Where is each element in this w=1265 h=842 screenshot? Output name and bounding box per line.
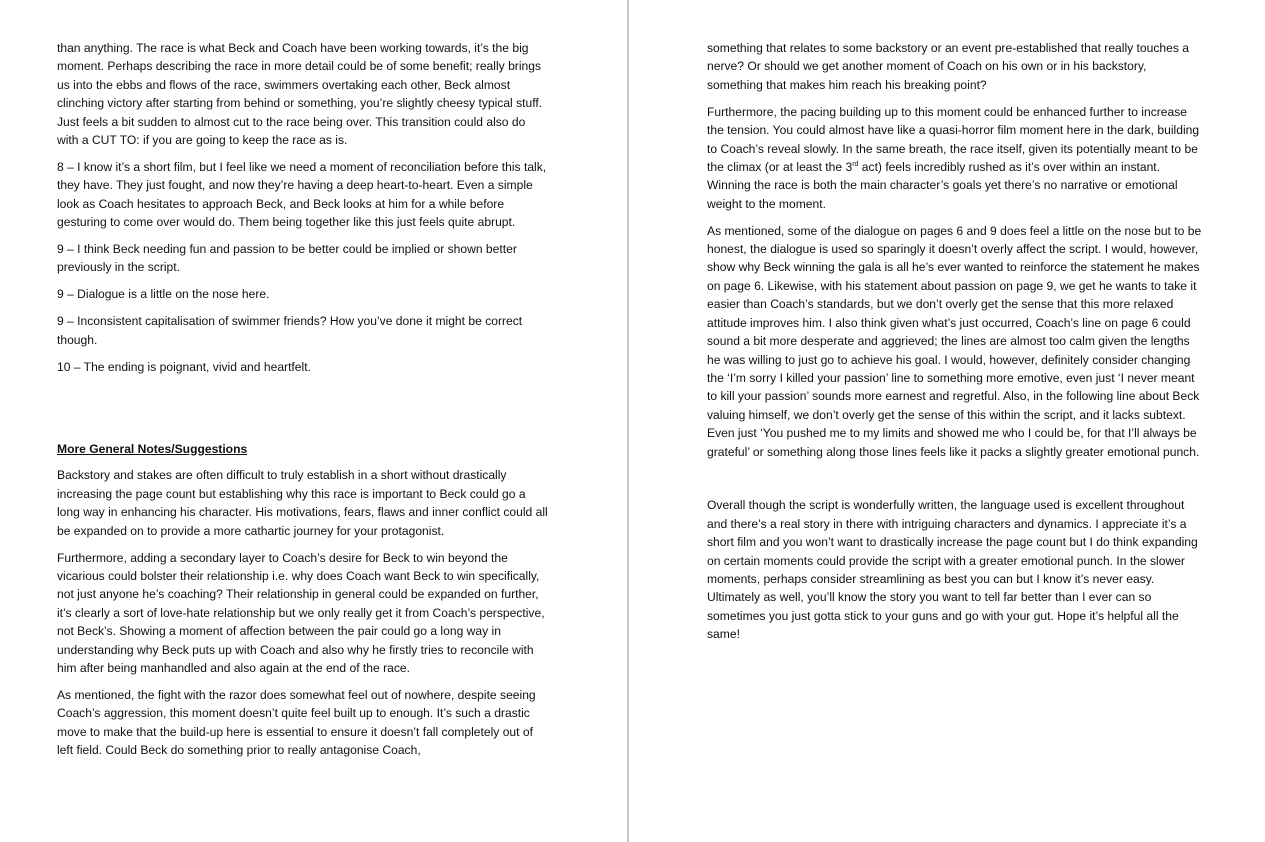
pacing-text-end: act) feels incredibly rushed as it’s over within an instant. Winning the race is both the main character’s goals yet there’s no narrative or emotional weight to the moment.: [707, 159, 1178, 211]
right-page-text-column: [707, 39, 1202, 652]
paragraph-razor-fight: As mentioned, the fight with the razor does somewhat feel out of nowhere, despite seeing Coach’s aggression, this moment doesn’t quite feel built up to enough. It’s such a drastic move to make that the build-up here is essential to ensure it doesn’t fall completely out of left field. Could Beck do something prior to really antagonise Coach,: [57, 687, 536, 758]
blank-space: [707, 469, 1202, 496]
blank-space: [57, 385, 549, 440]
paragraph-backstory-stakes: Backstory and stakes are often difficult to truly establish in a short without drastically increasing the page count but establishing why this race is important to Beck could go a long way in enhancing his character. His motivations, fears, flaws and inner conflict could all be expanded on to provide a more cathartic journey for your protagonist.: [57, 468, 548, 538]
paragraph-overall: Overall though the script is wonderfully written, the language used is excellent throughout and there’s a real story in there with intriguing characters and dynamics. I appreciate it’s a short film and you won’t want to drastically increase the page count but I do think expanding on certain moments could provide the script with a greater emotional punch. In the slower moments, perhaps consider streamlining as best you can but I know it’s never easy. Ultimately as well, you’ll know the story you want to tell far better than I ever can so sometimes you just gotta stick to your guns and go with your gut. Hope it’s helpful all the same!: [707, 498, 1198, 642]
left-page-text-column: [57, 39, 549, 768]
paragraph-race-detail: than anything. The race is what Beck and Coach have been working towards, it’s the big moment. Perhaps describing the race in more detail could be of some benefit; really brings us into the ebbs and flows of the race, swimmers overtaking each other, Beck almost clinching victory after starting from behind or something, you’re slightly cheesy typical stuff. Just feels a bit sudden to almost cut to the race being over. This transition could also do with a CUT TO: if you are going to keep the race as is.: [57, 41, 543, 148]
paragraph-pacing: [707, 103, 1202, 213]
note-page-8: 8 – I know it’s a short film, but I feel like we need a moment of reconciliation before this talk, they have. They just fought, and now they’re having a deep heart-to-heart. Even a simple look as Coach hesitates to approach Beck, and Beck looks at him for a while before gesturing to come over would do. Them being together like this just feels quite abrupt.: [57, 159, 547, 230]
paragraph-coach-desire: Furthermore, adding a secondary layer to Coach’s desire for Beck to win beyond the vicarious could bolster their relationship i.e. why does Coach want Beck to win specifically, not just anyone he’s coaching? Their relationship in general could be expanded on further, it’s clearly a sort of love-hate relationship but we only really get it from Coach’s perspective, not Beck’s. Showing a moment of affection between the pair could go a long way in understanding why Beck puts up with Coach and also why he firstly tries to reconcile with him after being manhandled and also again at the end of the race.: [57, 550, 545, 675]
pacing-text-start: Furthermore, the pacing building up to this moment could be enhanced further to increase the tension. You could almost have like a quasi-horror film moment here in the dark, building to Coach’s reveal slowly. In the same breath, the race itself, given its potentially meant to be the climax (or at least the 3: [707, 104, 1200, 174]
section-heading-general-notes: More General Notes/Suggestions: [57, 441, 248, 456]
note-page-9-passion: 9 – I think Beck needing fun and passion to be better could be implied or shown better previously in the script.: [57, 242, 517, 275]
right-page: [629, 0, 1265, 842]
note-page-9-capitalisation: 9 – Inconsistent capitalisation of swimmer friends? How you’ve done it might be correct though.: [57, 314, 523, 347]
ordinal-suffix: rd: [852, 160, 859, 168]
note-page-10-ending: 10 – The ending is poignant, vivid and heartfelt.: [57, 359, 311, 374]
paragraph-backstory-nerve: something that relates to some backstory or an event pre-established that really touches a nerve? Or should we get another moment of Coach on his own or in his backstory, something that makes him reach his breaking point?: [707, 41, 1189, 92]
left-page: [0, 0, 627, 842]
paragraph-dialogue: As mentioned, some of the dialogue on pages 6 and 9 does feel a little on the nose but to be honest, the dialogue is used so sparingly it doesn’t overly affect the script. I would, however, show why Beck winning the gala is all he’s ever wanted to reinforce the statement he makes on page 6. Likewise, with his statement about passion on page 9, we get he wants to take it easier than Coach’s standards, but we don’t overly get the sense that this more relaxed attitude improves him. I also think given what’s just occurred, Coach’s line on page 6 could sound a bit more desperate and aggrieved; the lines are almost too calm given the lengths he was willing to just go to achieve his goal. I would, however, definitely consider changing the ‘I’m sorry I killed your passion’ line to something more emotive, even just ‘I never meant to kill your passion’ sounds more earnest and regretful. Also, in the following line about Beck valuing himself, we don’t overly get the sense of this within the script, and it lacks subtext. Even just ‘You pushed me to my limits and showed me who I could be, for that I’ll always be grateful’ or something along those lines feels like it packs a slightly greater emotional punch.: [707, 223, 1202, 459]
note-page-9-dialogue: 9 – Dialogue is a little on the nose here.: [57, 287, 270, 302]
